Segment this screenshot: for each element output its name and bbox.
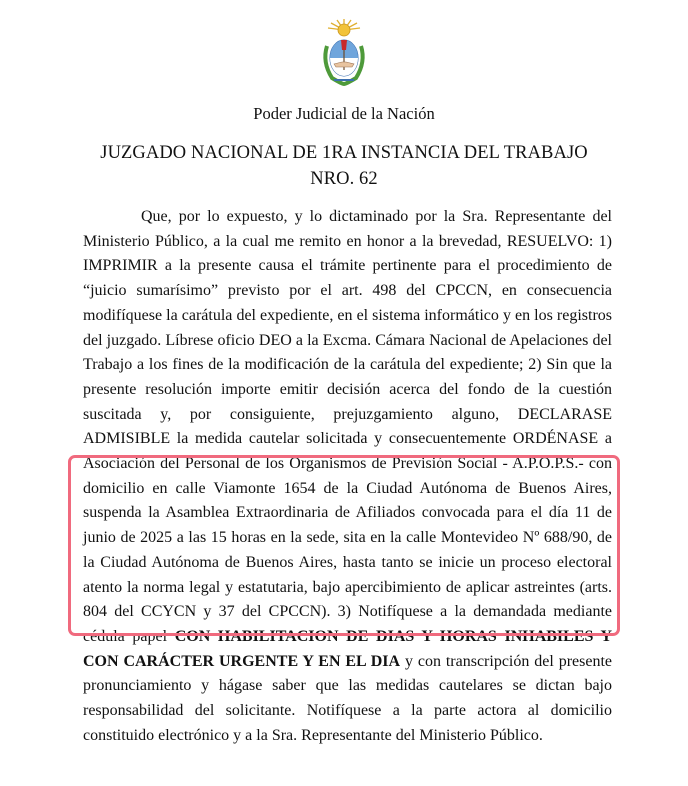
court-title	[40, 140, 648, 192]
court-title-line2: NRO. 62	[310, 169, 378, 189]
paragraph-text-part2: y con transcripción del presente pronunciamiento y hágase saber que las medidas cautelares se dictan bajo responsabilidad del solicitante. Notifíquese a la parte actora al domicilio constituido electrónico y a la Sra. Representante del Ministerio Público.	[83, 652, 612, 744]
argentine-coat-of-arms-icon	[318, 18, 370, 86]
paragraph-text-part1: Que, por lo expuesto, y lo dictaminado por la Sra. Representante del Ministerio Público, a la cual me remito en honor a la brevedad, RESUELVO: 1) IMPRIMIR a la presente causa el trámite pertinente para el procedimiento de “juicio sumarísimo” previsto por el art. 498 del CPCCN, en consecuencia modifíquese la carátula del expediente, en el sistema informático y en los registros del juzgado. Líbrese oficio DEO a la Excma. Cámara Nacional de Apelaciones del Trabajo a los fines de la modificación de la carátula del expediente; 2) Sin que la presente resolución importe emitir decisión acerca del fondo de la cuestión suscitada y, por consiguiente, prejuzgamiento alguno, DECLARASE ADMISIBLE la medida cautelar solicitada y consecuentemente ORDÉNASE a Asociación del Personal de los Organismos de Previsión Social - A.P.O.P.S.- con domicilio en calle Viamonte 1654 de la Ciudad Autónoma de Buenos Aires, suspenda la Asamblea Extraordinaria de Afiliados convocada para el día 11 de junio de 2025 a las 15 horas en la sede, sita en la calle Montevideo Nº 688/90, de la Ciudad Autónoma de Buenos Aires, hasta tanto se inicie un proceso electoral atento la norma legal y estatutaria, bajo apercibimiento de aplicar astreintes (arts. 804 del CCYCN y 37 del CPCCN). 3) Notifíquese a la demandada mediante cédula papel	[83, 208, 612, 645]
urgent-notice-bold: CON HABILITACION DE DIAS Y HORAS INHABILES Y CON CARÁCTER URGENTE Y EN EL DIA	[83, 627, 613, 670]
court-name: Poder Judicial de la Nación	[253, 104, 435, 123]
resolution-paragraph	[83, 205, 612, 748]
court-title-line1: JUZGADO NACIONAL DE 1RA INSTANCIA DEL TRABAJO	[100, 143, 588, 163]
